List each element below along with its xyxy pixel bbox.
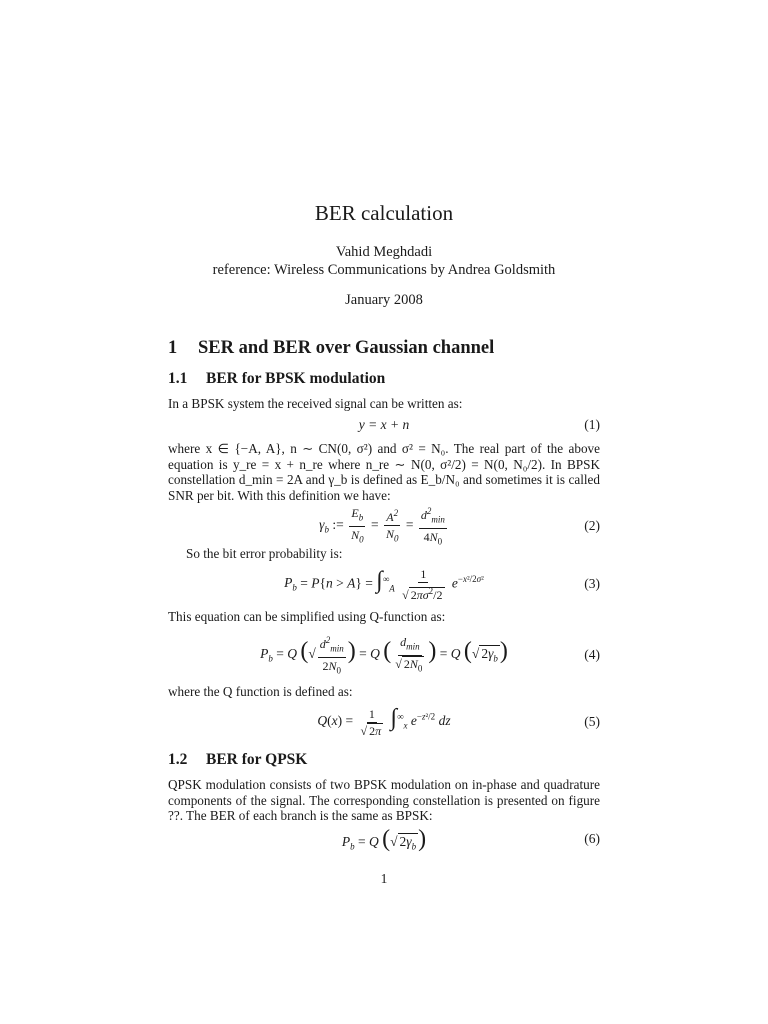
date: January 2008: [345, 292, 423, 308]
equation-5: [168, 702, 600, 742]
page-number: 1: [380, 871, 388, 886]
paragraph-5: where the Q function is defined as:: [168, 684, 353, 699]
paragraph-4: This equation can be simplified using Q-function as:: [168, 609, 446, 624]
paragraph-1: In a BPSK system the received signal can be written as:: [168, 396, 463, 411]
equation-1-number: (1): [584, 417, 600, 432]
equation-6-number: (6): [584, 831, 600, 846]
subsection-title: BER for BPSK modulation: [206, 370, 386, 387]
equation-4-number: (4): [584, 647, 600, 662]
equation-5-body: Q(x) = $\frac{1}{√ 2\pi}$ $\int^\infty_x$ $e^{-z^2/2}$ dz: [317, 705, 451, 738]
section-1-heading: [168, 338, 494, 359]
reference-line: reference: Wireless Communications by Andrea Goldsmith: [212, 262, 556, 278]
paper-title: BER calculation: [314, 201, 454, 225]
equation-1-body: y = x + n: [358, 417, 410, 432]
equation-2: [168, 508, 600, 544]
equation-3: [168, 564, 600, 604]
section-number: 1: [168, 338, 178, 358]
subsection-1-1-heading: [168, 370, 385, 388]
paragraph-6: QPSK modulation consists of two BPSK modulation on in-phase and quadrature components of the signal. The corresponding constellation is presented on figure ??. The BER of each branch is the same as BPSK:: [168, 777, 600, 823]
subsection-title: BER for QPSK: [206, 751, 308, 768]
equation-2-body: $\gamma_b$ := $\frac{E_b}{N_0}$ = $\frac{A^2}{N_0}$ = $\frac{d^2_{min}}{4N_0}$: [319, 506, 445, 546]
author: Vahid Meghdadi: [335, 244, 433, 260]
equation-5-number: (5): [584, 714, 600, 729]
subsection-1-2-heading: [168, 751, 307, 769]
equation-6-body: $P_b = Q$ (√ $2\gamma_b$): [341, 825, 427, 852]
paragraph-3: So the bit error probability is:: [186, 546, 343, 561]
equation-3-number: (3): [584, 576, 600, 591]
equation-1: [168, 410, 600, 440]
equation-4: [168, 632, 600, 678]
equation-4-body: $P_b = Q$ (√ $\frac{d^2_{min}}{2N_0}$ ) = Q ( $\frac{d_{min}}{√ 2N_0}$ ) = Q (√ $2\gamma_b$): [260, 635, 508, 675]
subsection-number: 1.2: [168, 751, 188, 768]
equation-3-body: $P_b = P\{n > A\} = \int^\infty_A$ $\frac{1}{√ 2\pi\sigma^2/2}$ $e^{-x^2/2\sigma^2}$: [284, 566, 484, 602]
section-title: SER and BER over Gaussian channel: [198, 338, 495, 358]
paragraph-2: where x ∈ {−A, A}, n ∼ CN(0, σ²) and σ² = N₀. The real part of the above equation is y_re = x + n_re where n_re ∼ N(0, σ²/2) = N(0, N₀/2). In BPSK constellation d_min = 2A and γ_b is defined as E_b/N₀ and sometimes it is called SNR per bit. With this definition we have:: [168, 441, 600, 503]
equation-2-number: (2): [584, 518, 600, 533]
equation-6: [168, 824, 600, 854]
subsection-number: 1.1: [168, 370, 188, 387]
